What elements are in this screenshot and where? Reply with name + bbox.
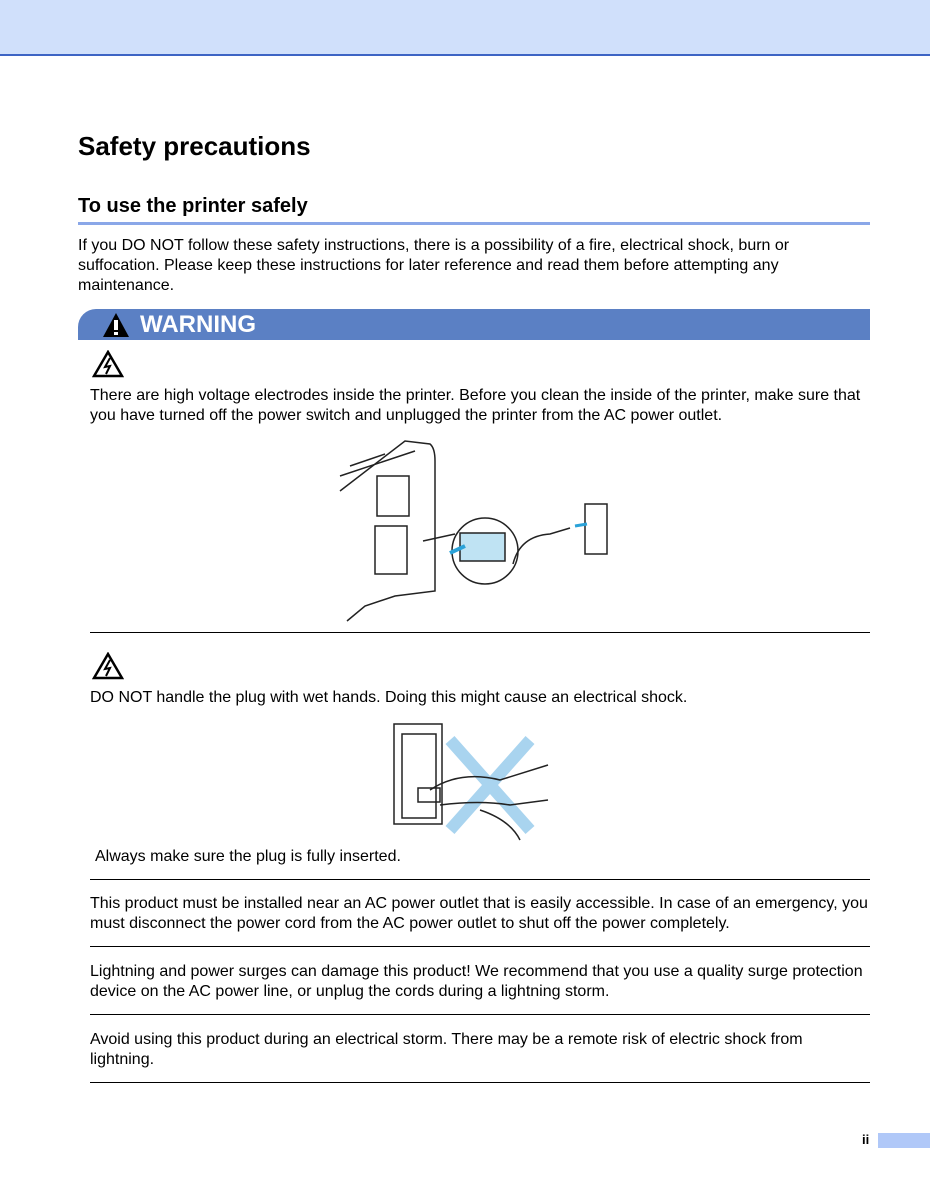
divider bbox=[90, 879, 870, 880]
divider bbox=[90, 632, 870, 633]
page-number: ii bbox=[862, 1132, 870, 1147]
warning-text-4: Lightning and power surges can damage this product! We recommend that you use a quality surge protection device on the AC power line, or unplug the cords during a lightning storm. bbox=[90, 963, 863, 1000]
electric-shock-icon bbox=[92, 350, 124, 378]
intro-text: If you DO NOT follow these safety instructions, there is a possibility of a fire, electrical shock, burn or suffocation. Please keep these instructions for later reference and read them before attempting any maintenance. bbox=[78, 237, 790, 294]
divider bbox=[90, 1014, 870, 1015]
wet-hands-plug-illustration bbox=[390, 720, 555, 845]
divider bbox=[90, 946, 870, 947]
page-number-bar bbox=[878, 1133, 930, 1148]
electric-shock-icon bbox=[92, 652, 124, 680]
section-heading: To use the printer safely bbox=[78, 195, 308, 217]
page-header-band bbox=[0, 0, 930, 56]
divider bbox=[90, 1082, 870, 1083]
warning-banner bbox=[78, 309, 870, 340]
page-title: Safety precautions bbox=[78, 131, 311, 161]
warning-text-2: DO NOT handle the plug with wet hands. Doing this might cause an electrical shock. bbox=[90, 689, 688, 706]
warning-label: WARNING bbox=[140, 310, 256, 338]
warning-icon bbox=[102, 312, 130, 338]
printer-unplug-illustration bbox=[335, 436, 615, 626]
plug-note-text: Always make sure the plug is fully inserted. bbox=[95, 848, 401, 865]
warning-text-3: This product must be installed near an AC power outlet that is easily accessible. In case of an emergency, you must disconnect the power cord from the AC power outlet to shut off the power completely. bbox=[90, 895, 868, 932]
section-underline bbox=[78, 222, 870, 225]
warning-text-1: There are high voltage electrodes inside the printer. Before you clean the inside of the printer, make sure that you have turned off the power switch and unplugged the printer from the AC power outlet. bbox=[90, 387, 861, 424]
warning-text-5: Avoid using this product during an electrical storm. There may be a remote risk of electric shock from lightning. bbox=[90, 1031, 803, 1068]
